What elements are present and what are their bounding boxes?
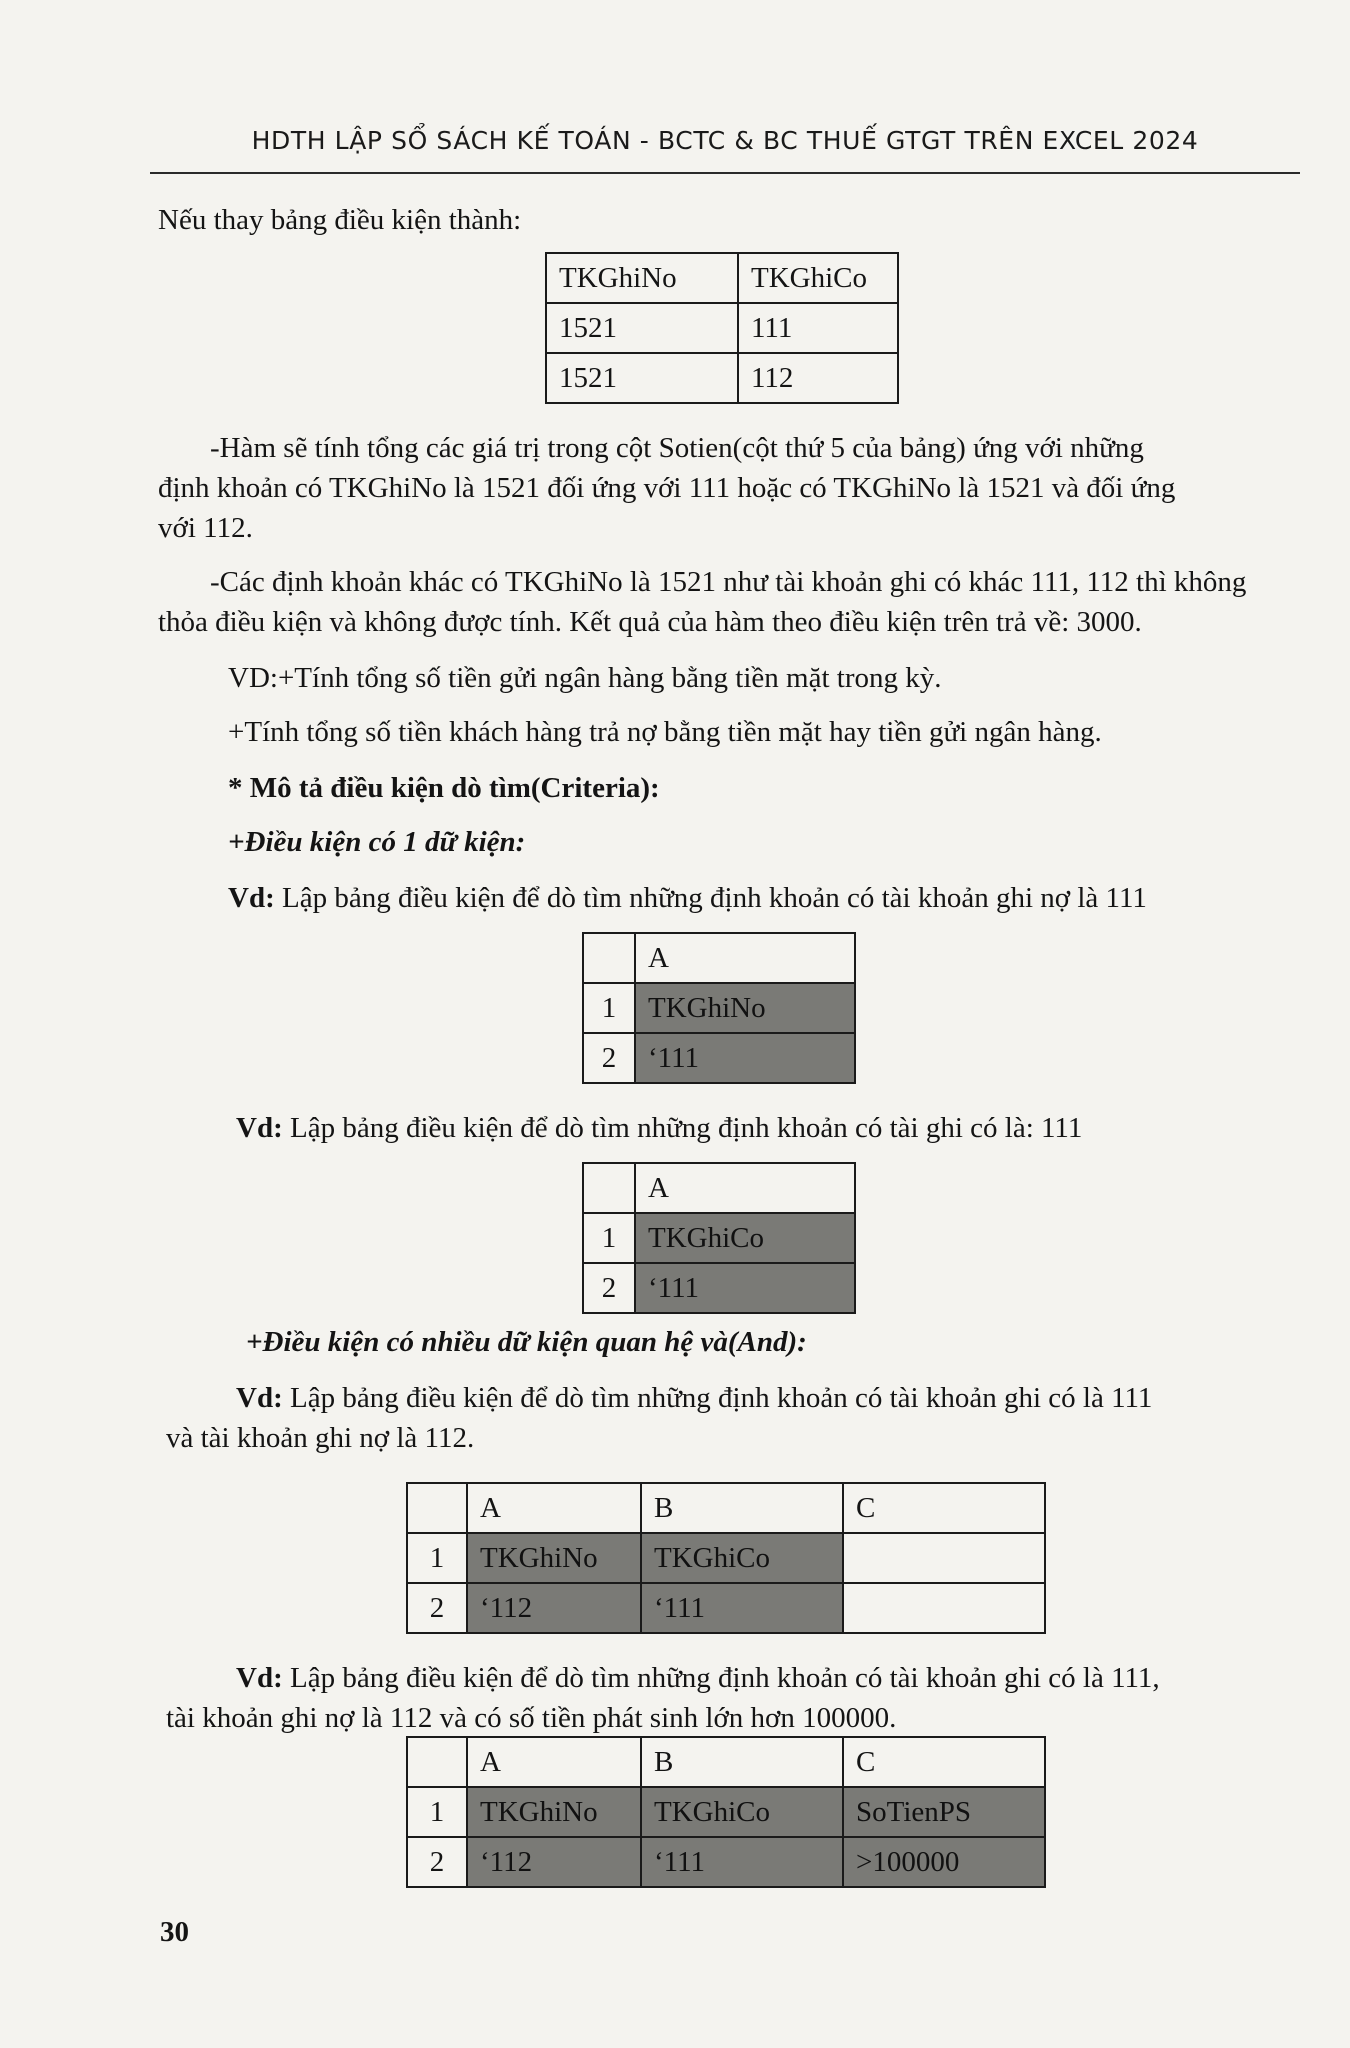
- table-cell: TKGhiNo: [467, 1533, 641, 1583]
- example-label: Vd:: [236, 1662, 283, 1694]
- table-cell: ‘112: [467, 1837, 641, 1887]
- condition-table-2: [582, 932, 856, 1084]
- running-header: HDTH LẬP SỔ SÁCH KẾ TOÁN - BCTC & BC THUẾ GTGT TRÊN EXCEL 2024: [251, 126, 1199, 155]
- table-cell: 112: [738, 353, 898, 403]
- table-cell: ‘112: [467, 1583, 641, 1633]
- corner-cell: [583, 933, 635, 983]
- row-number-cell: 2: [407, 1837, 467, 1887]
- corner-cell: [407, 1737, 467, 1787]
- row-number-cell: 1: [407, 1533, 467, 1583]
- example-3-line2: và tài khoản ghi nợ là 112.: [166, 1422, 475, 1454]
- table-cell: [843, 1583, 1045, 1633]
- row-number-cell: 2: [407, 1583, 467, 1633]
- table-cell: TKGhiCo: [641, 1787, 843, 1837]
- table-cell: ‘111: [641, 1837, 843, 1887]
- table-header-cell: TKGhiNo: [546, 253, 738, 303]
- column-header-cell: A: [467, 1483, 641, 1533]
- row-number-cell: 1: [583, 1213, 635, 1263]
- table-header-cell: TKGhiCo: [738, 253, 898, 303]
- condition-heading: +Điều kiện có nhiều dữ kiện quan hệ và(And):: [246, 1326, 807, 1358]
- row-number-cell: 1: [407, 1787, 467, 1837]
- intro-paragraph: Nếu thay bảng điều kiện thành:: [158, 204, 522, 236]
- column-header-cell: A: [635, 1163, 855, 1213]
- example-1: [228, 878, 1147, 918]
- column-header-cell: A: [467, 1737, 641, 1787]
- table-cell: ‘111: [635, 1033, 855, 1083]
- example-line: VD:+Tính tổng số tiền gửi ngân hàng bằng tiền mặt trong kỳ.: [228, 662, 942, 694]
- example-label: Vd:: [236, 1382, 283, 1414]
- example-label: Vd:: [228, 882, 275, 914]
- example-line: +Tính tổng số tiền khách hàng trả nợ bằng tiền mặt hay tiền gửi ngân hàng.: [228, 716, 1102, 748]
- example-text: Lập bảng điều kiện để dò tìm những định khoản có tài khoản ghi có là 111: [282, 1382, 1153, 1414]
- condition-table-4: [406, 1482, 1046, 1634]
- condition-table-1: [545, 252, 899, 404]
- corner-cell: [583, 1163, 635, 1213]
- paragraph-line: với 112.: [158, 512, 253, 544]
- example-text: Lập bảng điều kiện để dò tìm những định khoản có tài ghi có là: 111: [282, 1112, 1083, 1144]
- condition-heading: +Điều kiện có 1 dữ kiện:: [228, 826, 526, 858]
- table-cell: 111: [738, 303, 898, 353]
- criteria-heading: * Mô tả điều kiện dò tìm(Criteria):: [228, 772, 660, 804]
- table-cell: TKGhiCo: [635, 1213, 855, 1263]
- example-text: Lập bảng điều kiện để dò tìm những định khoản có tài khoản ghi có là 111,: [282, 1662, 1160, 1694]
- paragraph-line: định khoản có TKGhiNo là 1521 đối ứng với 111 hoặc có TKGhiNo là 1521 và đối ứng: [158, 472, 1176, 504]
- example-4: [236, 1658, 1160, 1698]
- condition-table-5: [406, 1736, 1046, 1888]
- row-number-cell: 1: [583, 983, 635, 1033]
- column-header-cell: C: [843, 1483, 1045, 1533]
- condition-table-3: [582, 1162, 856, 1314]
- column-header-cell: B: [641, 1737, 843, 1787]
- column-header-cell: C: [843, 1737, 1045, 1787]
- table-cell: ‘111: [635, 1263, 855, 1313]
- page-number: 30: [160, 1916, 189, 1948]
- table-cell: >100000: [843, 1837, 1045, 1887]
- table-cell: 1521: [546, 303, 738, 353]
- table-cell: TKGhiNo: [467, 1787, 641, 1837]
- corner-cell: [407, 1483, 467, 1533]
- paragraph-line: -Các định khoản khác có TKGhiNo là 1521 như tài khoản ghi có khác 111, 112 thì không: [210, 566, 1247, 598]
- table-cell: TKGhiNo: [635, 983, 855, 1033]
- table-cell: TKGhiCo: [641, 1533, 843, 1583]
- column-header-cell: B: [641, 1483, 843, 1533]
- header-rule: [150, 172, 1300, 174]
- paragraph-line: -Hàm sẽ tính tổng các giá trị trong cột Sotien(cột thứ 5 của bảng) ứng với những: [210, 432, 1144, 464]
- example-text: Lập bảng điều kiện để dò tìm những định khoản có tài khoản ghi nợ là 111: [274, 882, 1147, 914]
- table-cell: SoTienPS: [843, 1787, 1045, 1837]
- row-number-cell: 2: [583, 1263, 635, 1313]
- example-3: [236, 1378, 1152, 1418]
- table-cell: 1521: [546, 353, 738, 403]
- table-cell: [843, 1533, 1045, 1583]
- example-2: [236, 1108, 1082, 1148]
- example-4-line2: tài khoản ghi nợ là 112 và có số tiền phát sinh lớn hơn 100000.: [166, 1702, 897, 1734]
- table-cell: ‘111: [641, 1583, 843, 1633]
- example-label: Vd:: [236, 1112, 283, 1144]
- paragraph-line: thỏa điều kiện và không được tính. Kết quả của hàm theo điều kiện trên trả về: 3000.: [158, 606, 1142, 638]
- column-header-cell: A: [635, 933, 855, 983]
- row-number-cell: 2: [583, 1033, 635, 1083]
